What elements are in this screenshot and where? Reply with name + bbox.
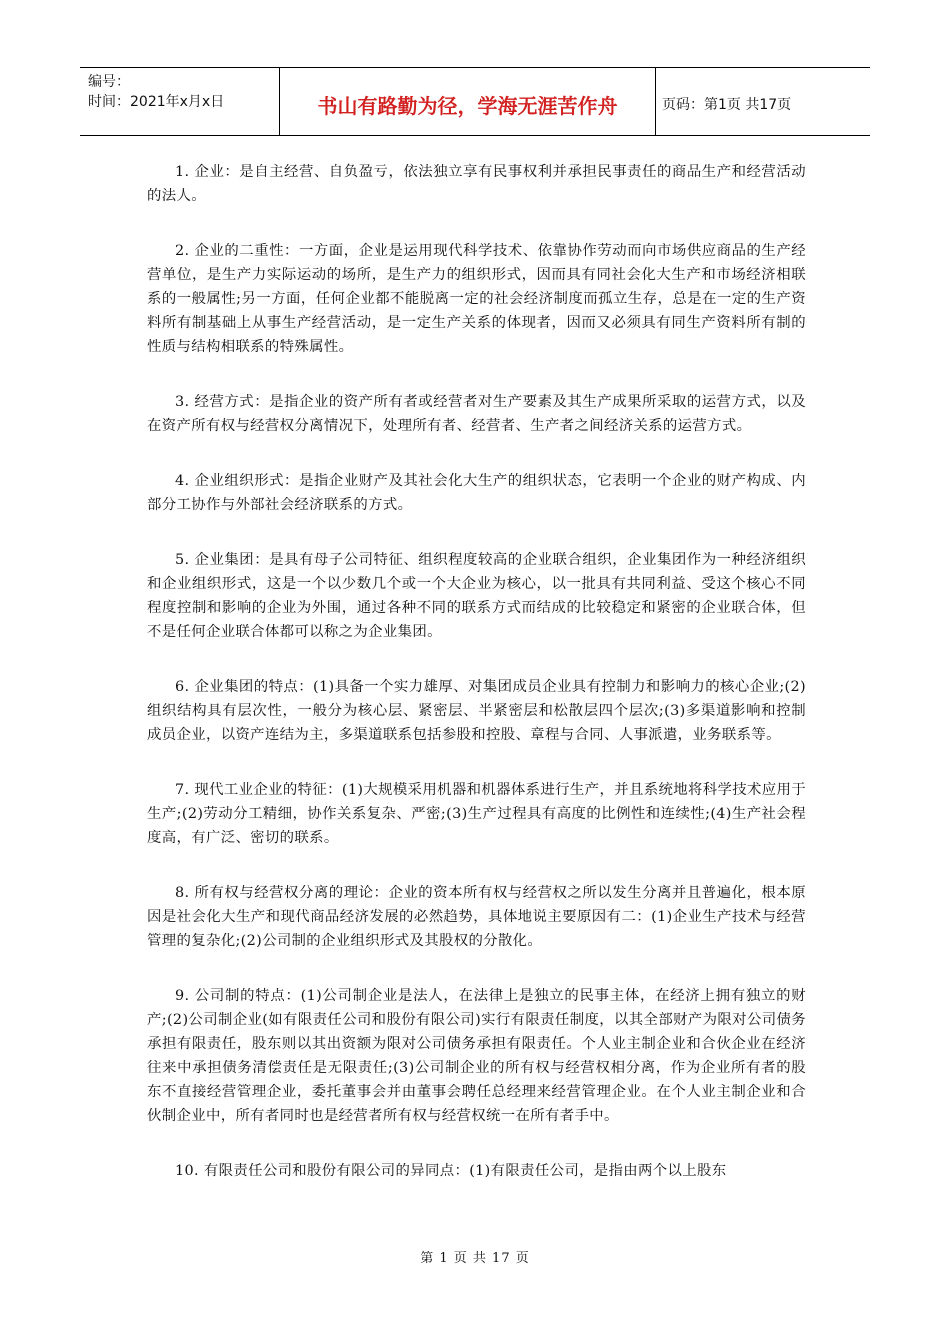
paragraph-2: 2. 企业的二重性：一方面，企业是运用现代科学技术、依靠协作劳动而向市场供应商品的生产经营单位，是生产力实际运动的场所，是生产力的组织形式，因而具有同社会化大生产和市场经济相联系的一般属性;另一方面，任何企业都不能脱离一定的社会经济制度而孤立生存，总是在一定的生产资料所有制基础上从事生产经营活动，是一定生产关系的体现者，因而又必须具有同生产资料所有制的性质与结构相联系的特殊属性。 <box>147 243 806 355</box>
paragraph-10: 10. 有限责任公司和股份有限公司的异同点：(1)有限责任公司，是指由两个以上股东 <box>175 1163 727 1179</box>
paragraph-7: 7. 现代工业企业的特征：(1)大规模采用机器和机器体系进行生产，并且系统地将科学技术应用于生产;(2)劳动分工精细，协作关系复杂、严密;(3)生产过程具有高度的比例性和连续性;(4)生产社会程度高，有广泛、密切的联系。 <box>147 782 806 846</box>
paragraph-8: 8. 所有权与经营权分离的理论：企业的资本所有权与经营权之所以发生分离并且普遍化，根本原因是社会化大生产和现代商品经济发展的必然趋势，具体地说主要原因有二：(1)企业生产技术与经营管理的复杂化;(2)公司制的企业组织形式及其股权的分散化。 <box>147 885 806 949</box>
paragraph-4: 4. 企业组织形式：是指企业财产及其社会化大生产的组织状态，它表明一个企业的财产构成、内部分工协作与外部社会经济联系的方式。 <box>147 473 806 513</box>
header-page-info: 页码：第1页 共17页 <box>662 96 792 113</box>
paragraph-9: 9. 公司制的特点：(1)公司制企业是法人，在法律上是独立的民事主体，在经济上拥有独立的财产;(2)公司制企业(如有限责任公司和股份有限公司)实行有限责任制度，以其全部财产为限对公司债务承担有限责任，股东则以其出资额为限对公司债务承担有限责任。个人业主制企业和合伙企业在经济往来中承担债务清偿责任是无限责任;(3)公司制企业的所有权与经营权相分离，作为企业所有者的股东不直接经营管理企业，委托董事会并由董事会聘任总经理来经营管理企业。在个人业主制企业和合伙制企业中，所有者同时也是经营者所有权与经营权统一在所有者手中。 <box>147 988 806 1124</box>
document-body <box>147 160 806 1214</box>
paragraph-1: 1. 企业：是自主经营、自负盈亏，依法独立享有民事权利并承担民事责任的商品生产和经营活动的法人。 <box>147 164 806 204</box>
doc-time-label: 时间：2021年x月x日 <box>88 94 225 110</box>
page-footer: 第 1 页 共 17 页 <box>420 1251 530 1266</box>
page-header <box>80 67 870 136</box>
header-motto: 书山有路勤为径，学海无涯苦作舟 <box>280 68 656 135</box>
paragraph-3: 3. 经营方式：是指企业的资产所有者或经营者对生产要素及其生产成果所采取的运营方式，以及在资产所有权与经营权分离情况下，处理所有者、经营者、生产者之间经济关系的运营方式。 <box>147 394 806 434</box>
paragraph-5: 5. 企业集团：是具有母子公司特征、组织程度较高的企业联合组织，企业集团作为一种经济组织和企业组织形式，这是一个以少数几个或一个大企业为核心，以一批具有共同利益、受这个核心不同程度控制和影响的企业为外围，通过各种不同的联系方式而结成的比较稳定和紧密的企业联合体，但不是任何企业联合体都可以称之为企业集团。 <box>147 552 806 640</box>
header-meta <box>80 68 280 135</box>
doc-number-label: 编号： <box>88 74 130 90</box>
paragraph-6: 6. 企业集团的特点：(1)具备一个实力雄厚、对集团成员企业具有控制力和影响力的核心企业;(2)组织结构具有层次性，一般分为核心层、紧密层、半紧密层和松散层四个层次;(3)多渠道影响和控制成员企业，以资产连结为主，多渠道联系包括参股和控股、章程与合同、人事派遣，业务联系等。 <box>147 679 806 743</box>
